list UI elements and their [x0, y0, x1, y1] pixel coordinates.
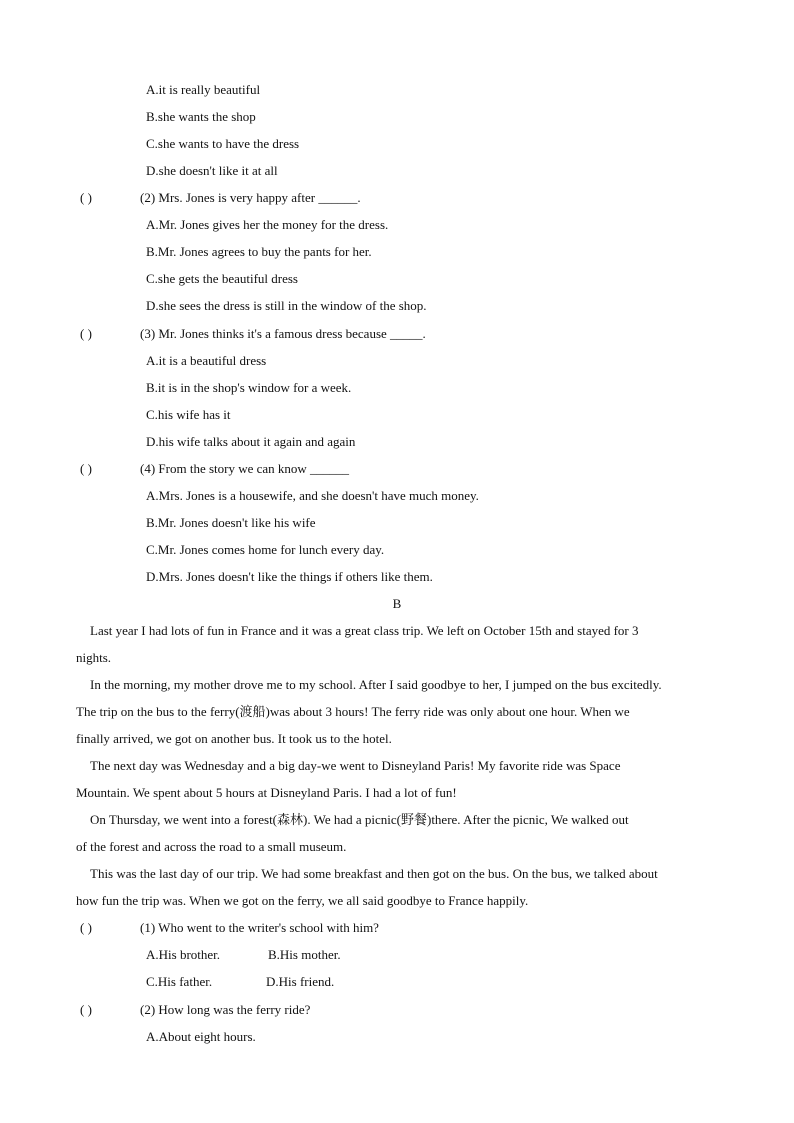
passage-line: nights.	[76, 650, 112, 665]
question-text: (1) Who went to the writer's school with him?	[140, 920, 379, 935]
answer-blank: ( )	[80, 461, 92, 476]
option-text: B.it is in the shop's window for a week.	[146, 380, 352, 395]
option-text: A.His brother.	[146, 947, 221, 962]
question-text: (2) How long was the ferry ride?	[140, 1002, 311, 1017]
answer-blank: ( )	[80, 920, 92, 935]
passage-line: how fun the trip was. When we got on the ferry, we all said goodbye to France happily.	[76, 893, 529, 908]
passage-line: In the morning, my mother drove me to my school. After I said goodbye to her, I jumped on the bus excitedly.	[90, 677, 662, 692]
option-text: D.Mrs. Jones doesn't like the things if others like them.	[146, 569, 433, 584]
option-text: C.she gets the beautiful dress	[146, 271, 298, 286]
passage-line: The next day was Wednesday and a big day-we went to Disneyland Paris! My favorite ride was Space	[90, 758, 621, 773]
option-text: B.she wants the shop	[146, 109, 256, 124]
option-text: A.About eight hours.	[146, 1029, 256, 1044]
passage-line: of the forest and across the road to a small museum.	[76, 839, 347, 854]
option-text: D.she doesn't like it at all	[146, 163, 278, 178]
passage-line: finally arrived, we got on another bus. It took us to the hotel.	[76, 731, 392, 746]
option-text: D.his wife talks about it again and again	[146, 434, 356, 449]
section-heading: B	[392, 596, 402, 611]
passage-line: The trip on the bus to the ferry(渡船)was about 3 hours! The ferry ride was only about one hour. When we	[76, 704, 630, 719]
answer-blank: ( )	[80, 326, 92, 341]
question-text: (4) From the story we can know ______	[140, 461, 350, 476]
answer-blank: ( )	[80, 190, 92, 205]
answer-blank: ( )	[80, 1002, 92, 1017]
option-text: C.she wants to have the dress	[146, 136, 300, 151]
option-text: D.His friend.	[266, 974, 335, 989]
question-text: (3) Mr. Jones thinks it's a famous dress because _____.	[140, 326, 426, 341]
option-text: B.Mr. Jones doesn't like his wife	[146, 515, 316, 530]
option-text: B.Mr. Jones agrees to buy the pants for her.	[146, 244, 372, 259]
option-text: A.Mr. Jones gives her the money for the dress.	[146, 217, 389, 232]
option-text: B.His mother.	[268, 947, 341, 962]
question-text: (2) Mrs. Jones is very happy after ______.	[140, 190, 361, 205]
passage-line: On Thursday, we went into a forest(森林). We had a picnic(野餐)there. After the picnic, We walked out	[90, 812, 629, 827]
passage-line: Mountain. We spent about 5 hours at Disneyland Paris. I had a lot of fun!	[76, 785, 457, 800]
passage-line: Last year I had lots of fun in France and it was a great class trip. We left on October 15th and stayed for 3	[90, 623, 639, 638]
option-text: C.His father.	[146, 974, 213, 989]
option-text: C.his wife has it	[146, 407, 231, 422]
option-text: C.Mr. Jones comes home for lunch every day.	[146, 542, 385, 557]
option-text: A.it is a beautiful dress	[146, 353, 267, 368]
option-text: D.she sees the dress is still in the window of the shop.	[146, 298, 427, 313]
option-text: A.it is really beautiful	[146, 82, 261, 97]
option-text: A.Mrs. Jones is a housewife, and she doesn't have much money.	[146, 488, 479, 503]
passage-line: This was the last day of our trip. We had some breakfast and then got on the bus. On the bus, we talked about	[90, 866, 658, 881]
